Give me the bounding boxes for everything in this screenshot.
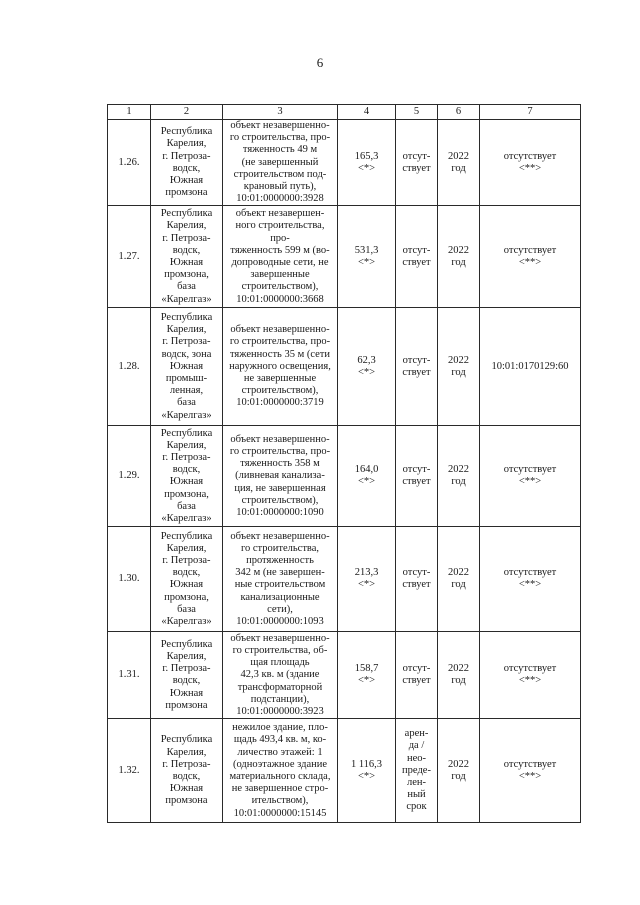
location-cell: Республика Карелия, г. Петроза- водск, зона Южная промыш- ленная, база «Карелгаз»: [151, 308, 223, 426]
header-cell: 6: [438, 105, 480, 120]
table-row: [108, 632, 581, 719]
page-number: 6: [316, 55, 324, 70]
value-cell: 165,3 <*>: [338, 120, 396, 206]
header-cell: 5: [396, 105, 438, 120]
note-cell: отсутствует <**>: [480, 120, 581, 206]
object-description-cell: нежилое здание, пло- щадь 493,4 кв. м, ко- личество этажей: 1 (одноэтажное здание материального склада, не завершенное стро- ительством), 10:01:0000000:15145: [223, 719, 338, 823]
status-cell: отсут- ствует: [396, 308, 438, 426]
value-cell: 213,3 <*>: [338, 527, 396, 632]
table-row: [108, 120, 581, 206]
note-cell: отсутствует <**>: [480, 632, 581, 719]
table-row: [108, 719, 581, 823]
year-cell: 2022 год: [438, 632, 480, 719]
status-cell: отсут- ствует: [396, 206, 438, 308]
year-cell: 2022 год: [438, 527, 480, 632]
value-cell: 1 116,3 <*>: [338, 719, 396, 823]
object-description-cell: объект незавершенно- го строительства, об- щая площадь 42,3 кв. м (здание трансформаторной подстанции), 10:01:0000000:3923: [223, 632, 338, 719]
row-number: 1.26.: [108, 120, 151, 206]
note-cell: отсутствует <**>: [480, 426, 581, 527]
table-row: [108, 308, 581, 426]
location-cell: Республика Карелия, г. Петроза- водск, Южная промзона: [151, 120, 223, 206]
note-cell: отсутствует <**>: [480, 719, 581, 823]
location-cell: Республика Карелия, г. Петроза- водск, Южная промзона: [151, 632, 223, 719]
header-cell: 2: [151, 105, 223, 120]
object-description-cell: объект незавершенно- го строительства, про- тяженность 49 м (не завершенный строительством под- крановый путь), 10:01:0000000:3928: [223, 120, 338, 206]
row-number: 1.31.: [108, 632, 151, 719]
table-row: [108, 206, 581, 308]
year-cell: 2022 год: [438, 206, 480, 308]
value-cell: 158,7 <*>: [338, 632, 396, 719]
note-cell: отсутствует <**>: [480, 206, 581, 308]
header-cell: 3: [223, 105, 338, 120]
row-number: 1.29.: [108, 426, 151, 527]
header-cell: 1: [108, 105, 151, 120]
status-cell: отсут- ствует: [396, 527, 438, 632]
value-cell: 531,3 <*>: [338, 206, 396, 308]
object-description-cell: объект незавершенно- го строительства, про- тяженность 358 м (ливневая канализа- ция, не завершенная строительством), 10:01:0000000:1090: [223, 426, 338, 527]
header-cell: 7: [480, 105, 581, 120]
location-cell: Республика Карелия, г. Петроза- водск, Южная промзона: [151, 719, 223, 823]
row-number: 1.32.: [108, 719, 151, 823]
note-cell: отсутствует <**>: [480, 527, 581, 632]
year-cell: 2022 год: [438, 120, 480, 206]
location-cell: Республика Карелия, г. Петроза- водск, Южная промзона, база «Карелгаз»: [151, 206, 223, 308]
object-description-cell: объект незавершенно- го строительства, протяженность 342 м (не завершен- ные строительством канализационные сети), 10:01:0000000:1093: [223, 527, 338, 632]
table-row: [108, 527, 581, 632]
object-description-cell: объект незавершен- ного строительства, про- тяженность 599 м (во- допроводные сети, не завершенные строительством), 10:01:0000000:3668: [223, 206, 338, 308]
object-description-cell: объект незавершенно- го строительства, про- тяженность 35 м (сети наружного освещения, не завершенные строительством), 10:01:0000000:3719: [223, 308, 338, 426]
year-cell: 2022 год: [438, 426, 480, 527]
table-header-row: [108, 105, 581, 120]
location-cell: Республика Карелия, г. Петроза- водск, Южная промзона, база «Карелгаз»: [151, 426, 223, 527]
value-cell: 164,0 <*>: [338, 426, 396, 527]
note-cell: 10:01:0170129:60: [480, 308, 581, 426]
row-number: 1.28.: [108, 308, 151, 426]
location-cell: Республика Карелия, г. Петроза- водск, Южная промзона, база «Карелгаз»: [151, 527, 223, 632]
status-cell: отсут- ствует: [396, 426, 438, 527]
year-cell: 2022 год: [438, 719, 480, 823]
property-table: [107, 104, 581, 823]
table-row: [108, 426, 581, 527]
header-cell: 4: [338, 105, 396, 120]
year-cell: 2022 год: [438, 308, 480, 426]
value-cell: 62,3 <*>: [338, 308, 396, 426]
row-number: 1.27.: [108, 206, 151, 308]
status-cell: отсут- ствует: [396, 632, 438, 719]
status-cell: арен- да / нео- преде- лен- ный срок: [396, 719, 438, 823]
row-number: 1.30.: [108, 527, 151, 632]
status-cell: отсут- ствует: [396, 120, 438, 206]
